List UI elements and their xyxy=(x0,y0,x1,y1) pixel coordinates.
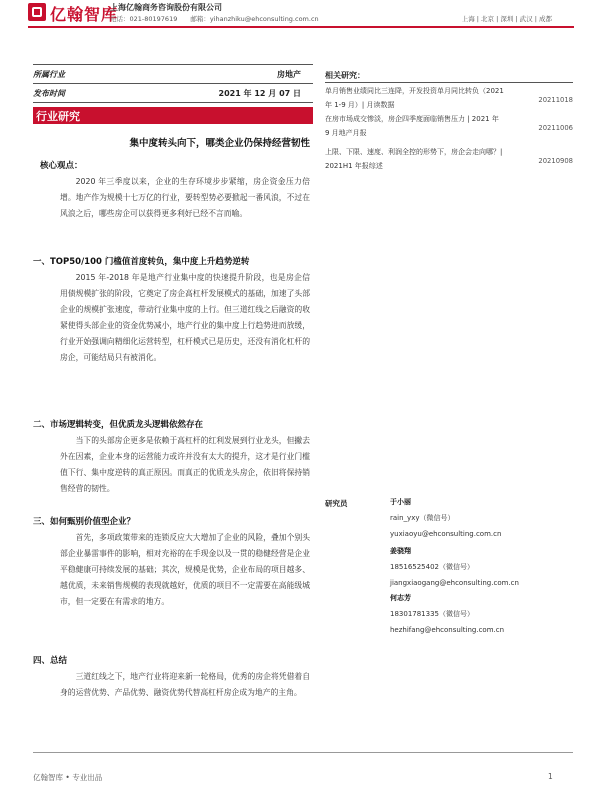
researcher-name: 于小丽 xyxy=(390,498,411,506)
category-label: 行业研究 xyxy=(36,110,80,123)
related-rule xyxy=(325,82,573,83)
researcher-card xyxy=(390,543,519,591)
footer-rule xyxy=(33,752,573,753)
related-item-title[interactable]: 在房市场成交惨淡，房企四季度面临销售压力 | 2021 年 9 月地产月报 xyxy=(325,115,499,137)
related-item-date: 20211018 xyxy=(538,96,573,104)
industry-row xyxy=(33,67,313,81)
researcher-name: 姜骁翔 xyxy=(390,547,411,555)
section-1-paragraph: 2015 年-2018 年是地产行业集中度的快速提升阶段，也是房企信用债规模扩张的阶段，它奠定了房企高杠杆发展模式的基础，加速了头部企业的规模扩张速度，带动行业集中度的上行。但三道红线之后融资的收紧使得头部企业的资金优势减小，地产行业的集中度上行趋势进而放缓，行业开始强调向精细化运营转型，杠杆模式已是历史，还没有消化杠杆的房企，可能结局只有被消化。 xyxy=(60,273,310,362)
related-heading: 相关研究： xyxy=(325,71,365,80)
related-item-title[interactable]: 单月销售业绩同比三连降，开发投资单月同比转负（2021 年 1-9 月）| 月读数据 xyxy=(325,87,504,109)
researcher-wechat: rain_yxy（微信号） xyxy=(390,514,455,522)
section-3-paragraph: 首先，多项政策带来的连锁反应大大增加了企业的风险，叠加个别头部企业暴雷事件的影响，相对充裕的在手现金以及一贯的稳健经营是企业平稳健康可持续发展的基础；其次，规模是优势，企业布局的项目越多、越优质，未来销售规模的表现就越好，优质的项目不一定需要在高能级城市，但一定要在有需求的地方。 xyxy=(60,533,310,606)
researcher-card xyxy=(390,494,501,542)
researcher-email[interactable]: yuxiaoyu@ehconsulting.com.cn xyxy=(390,530,502,538)
info-divider xyxy=(33,83,313,84)
researcher-wechat: 18516525402（微信号） xyxy=(390,563,474,571)
industry-label: 所属行业 xyxy=(33,70,65,79)
related-item[interactable] xyxy=(325,145,573,173)
related-item[interactable] xyxy=(325,84,573,112)
company-name: 上海亿翰商务咨询股份有限公司 xyxy=(110,3,222,12)
researcher-label: 研究员 xyxy=(325,499,348,508)
info-top-rule xyxy=(33,64,313,65)
researcher-card xyxy=(390,590,504,638)
section-2-paragraph: 当下的头部房企更多是依赖于高杠杆的红利发展到行业龙头，但撇去外在因素，企业本身的运营能力或许并没有太大的提升，这才是行业门槛值下行、集中度逆转的真正原因。而真正的优质龙头房企，依旧将保持销售经营的韧性。 xyxy=(60,436,310,493)
section-2-heading: 二、市场逻辑转变，但优质龙头逻辑依然存在 xyxy=(33,420,204,430)
researcher-name: 何志芳 xyxy=(390,594,411,602)
researcher-email[interactable]: jiangxiaogang@ehconsulting.com.cn xyxy=(390,579,519,587)
info-bottom-rule xyxy=(33,102,313,103)
date-row xyxy=(33,86,313,100)
researcher-wechat: 18301781335（微信号） xyxy=(390,610,474,618)
section-4-paragraph: 三道红线之下，地产行业将迎来新一轮格局，优秀的房企将凭借着自身的运营优势、产品优势、融资优势代替高杠杆房企成为地产的主角。 xyxy=(60,672,310,697)
date-label: 发布时间 xyxy=(33,89,65,98)
office-cities: 上海 | 北京 | 深圳 | 武汉 | 成都 xyxy=(461,15,552,23)
researcher-email[interactable]: hezhifang@ehconsulting.com.cn xyxy=(390,626,505,634)
contact-info: 电话：021-80197619 邮箱：yihanzhiku@ehconsulting.com.cn xyxy=(110,15,319,23)
core-paragraph: 2020 年三季度以来，企业的生存环境步步紧缩，房企资金压力倍增。地产作为规模十七万亿的行业，要转型势必要掀起一番风浪，不过在风浪之后，哪些房企可以获得更多利好已经不言而喻。 xyxy=(60,177,310,218)
related-item-date: 20211006 xyxy=(538,124,573,132)
header-divider xyxy=(28,26,574,28)
date-value: 2021 年 12 月 07 日 xyxy=(218,89,301,98)
core-heading: 核心观点： xyxy=(40,161,83,171)
related-item[interactable] xyxy=(325,112,573,140)
related-item-title[interactable]: 上限、下限、速度、利润全控的形势下，房企会走向哪？| 2021H1 年报综述 xyxy=(325,148,503,170)
logo-text: 亿翰智库 xyxy=(50,5,119,24)
related-item-date: 20210908 xyxy=(538,157,573,165)
industry-value: 房地产 xyxy=(277,70,301,79)
page-number: 1 xyxy=(548,772,553,781)
section-1-heading: 一、TOP50/100 门槛值首度转负，集中度上升趋势逆转 xyxy=(33,257,250,267)
logo-icon xyxy=(28,3,46,21)
report-title: 集中度转头向下，哪类企业仍保持经营韧性 xyxy=(129,138,310,149)
footer-brand: 亿翰智库 • 专业出品 xyxy=(33,773,103,782)
section-3-heading: 三、如何甄别价值型企业？ xyxy=(33,517,136,527)
section-4-heading: 四、总结 xyxy=(33,656,68,666)
